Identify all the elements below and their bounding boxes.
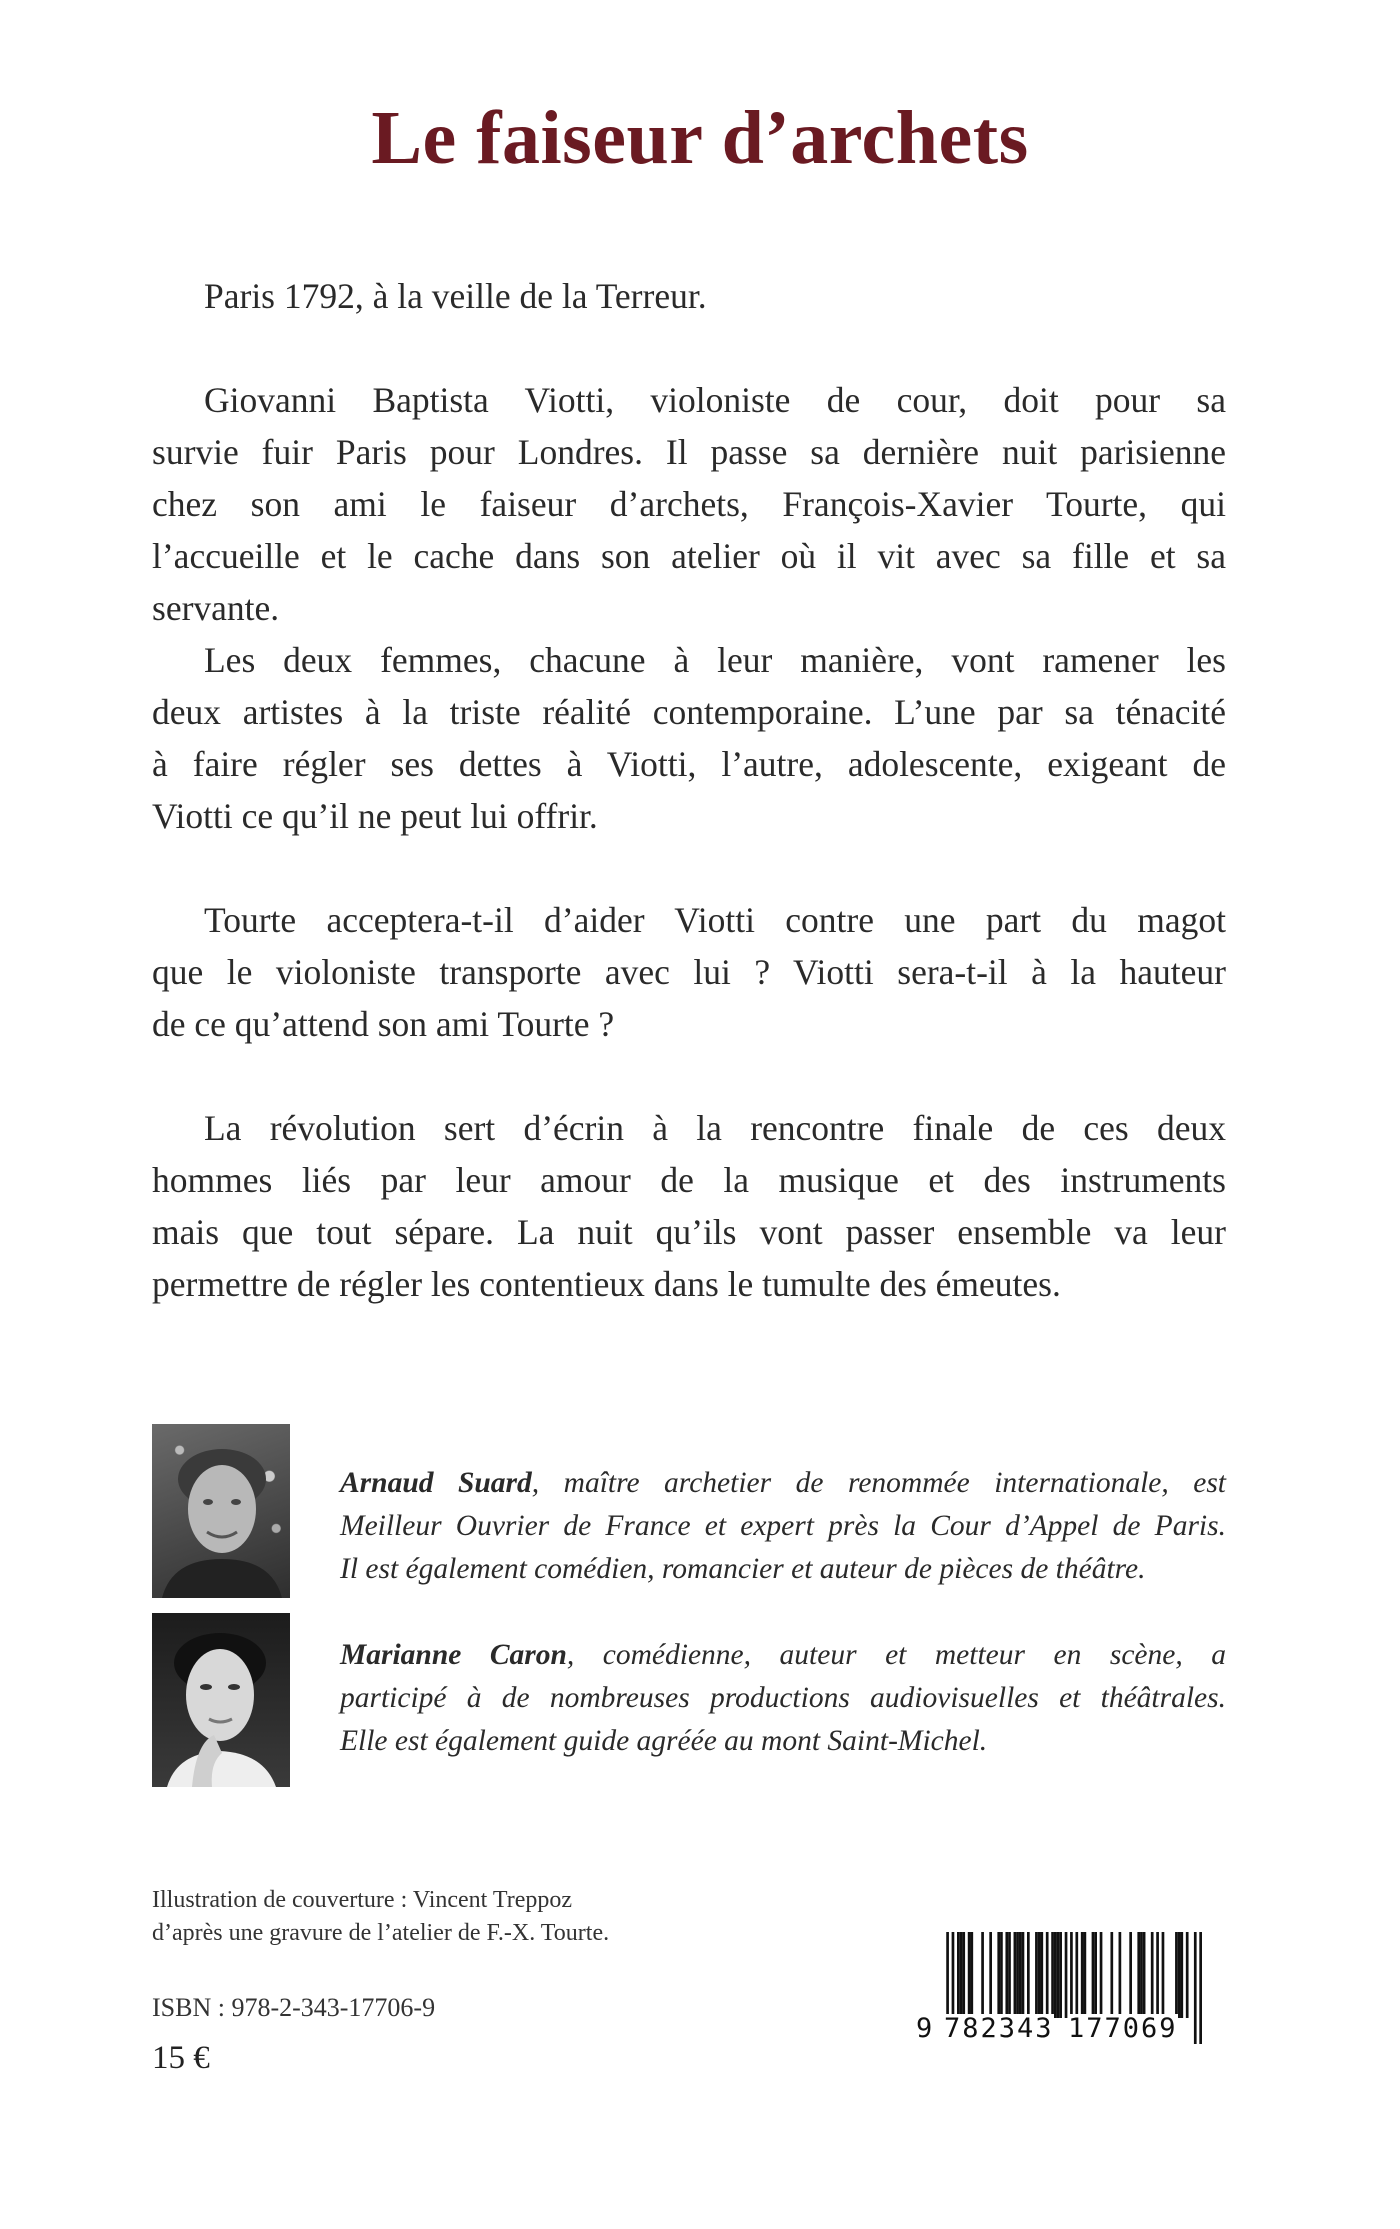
barcode-left-digits: 782343 xyxy=(944,2013,1054,2044)
blurb-line: l’accueille et le cache dans son atelier où il vit avec sa fille et sa xyxy=(152,536,1226,576)
blurb-line: hommes liés par leur amour de la musique et des instruments xyxy=(152,1160,1226,1200)
barcode-bar xyxy=(957,1932,960,2018)
barcode-bar xyxy=(1035,1932,1038,2018)
barcode xyxy=(916,1932,1202,2054)
author-photo-marianne-caron xyxy=(152,1613,290,1787)
barcode-bar xyxy=(1143,1932,1146,2018)
barcode-bar xyxy=(989,1932,992,2018)
blurb-line: Viotti ce qu’il ne peut lui offrir. xyxy=(152,796,598,836)
blurb-line: Tourte acceptera-t-il d’aider Viotti contre une part du magot xyxy=(204,900,1226,940)
book-title: Le faiseur d’archets xyxy=(371,96,1029,180)
barcode-bar xyxy=(1110,1932,1113,2018)
bio-text: , comédienne, auteur et metteur en scène, a xyxy=(566,1639,1226,1671)
barcode-bar xyxy=(1100,1932,1103,2018)
barcode-bar xyxy=(1140,1932,1143,2018)
blurb-line: La révolution sert d’écrin à la rencontre finale de ces deux xyxy=(204,1108,1226,1148)
blurb-line: chez son ami le faiseur d’archets, François-Xavier Tourte, qui xyxy=(152,484,1226,524)
isbn: ISBN : 978-2-343-17706-9 xyxy=(152,1993,436,2022)
barcode-bar xyxy=(1016,1932,1019,2018)
barcode-bar xyxy=(1092,1932,1095,2018)
barcode-bar xyxy=(981,1932,984,2018)
paragraph-2 xyxy=(152,374,1226,634)
barcode-bar xyxy=(1040,1932,1043,2018)
bio-line xyxy=(340,1634,1226,1677)
barcode-right-digits: 177069 xyxy=(1068,2013,1178,2044)
paragraph-1 xyxy=(152,270,1226,322)
cover-credits xyxy=(152,1884,609,1950)
barcode-bar xyxy=(1186,1932,1189,2018)
bio-line: Meilleur Ouvrier de France et expert près la Cour d’Appel de Paris. xyxy=(340,1510,1226,1542)
blurb-line: servante. xyxy=(152,588,280,628)
bio-text: , maître archetier de renommée internationale, est xyxy=(531,1467,1227,1499)
author-photo-arnaud-suard xyxy=(152,1424,290,1598)
barcode-bar xyxy=(1019,1932,1022,2018)
author-name: Marianne Caron xyxy=(340,1639,567,1671)
barcode-bar xyxy=(960,1932,963,2018)
price: 15 € xyxy=(152,2040,210,2076)
barcode-bar xyxy=(997,1932,1000,2018)
author-name: Arnaud Suard xyxy=(340,1467,532,1499)
barcode-bar xyxy=(1178,1932,1181,2018)
blurb-line: permettre de régler les contentieux dans le tumulte des émeutes. xyxy=(152,1264,1061,1304)
blurb-line: de ce qu’attend son ami Tourte ? xyxy=(152,1004,615,1044)
barcode-bar xyxy=(962,1932,965,2018)
barcode-bar xyxy=(1051,1932,1054,2018)
barcode-bar xyxy=(1129,1932,1132,2018)
barcode-bar xyxy=(1008,1932,1011,2018)
barcode-bar xyxy=(1175,1932,1178,2018)
barcode-bar xyxy=(970,1932,973,2018)
barcode-bar xyxy=(1022,1932,1025,2018)
bio-line: Elle est également guide agréée au mont Saint-Michel. xyxy=(340,1725,988,1757)
paragraph-5 xyxy=(152,1102,1226,1310)
barcode-bar xyxy=(1119,1932,1122,2018)
paragraph-3 xyxy=(152,634,1226,842)
portrait-icon xyxy=(152,1424,290,1598)
bio-line xyxy=(340,1462,1226,1505)
barcode-bar xyxy=(1057,1932,1060,2018)
barcode-bar xyxy=(1137,1932,1140,2018)
author-bio-arnaud-suard xyxy=(340,1462,1226,1591)
barcode-bar xyxy=(1180,1932,1183,2018)
barcode-bar xyxy=(1000,1932,1003,2018)
barcode-bar xyxy=(1046,1932,1049,2018)
barcode-bar xyxy=(1014,1932,1017,2018)
blurb-line: deux artistes à la triste réalité contemporaine. L’une par sa ténacité xyxy=(152,692,1226,732)
barcode-bar xyxy=(1038,1932,1041,2018)
barcode-first-digit: 9 xyxy=(916,2013,935,2044)
barcode-bar xyxy=(1005,1932,1008,2018)
barcode-bar xyxy=(1151,1932,1154,2018)
barcode-bar xyxy=(1059,1932,1062,2018)
portrait-icon xyxy=(152,1613,290,1787)
blurb-line: que le violoniste transporte avec lui ? Viotti sera-t-il à la hauteur xyxy=(152,952,1226,992)
credit-line: d’après une gravure de l’atelier de F.-X. Tourte. xyxy=(152,1920,610,1946)
credit-line: Illustration de couverture : Vincent Treppoz xyxy=(152,1887,573,1913)
barcode-bar xyxy=(1199,1932,1202,2044)
blurb-line: Giovanni Baptista Viotti, violoniste de cour, doit pour sa xyxy=(204,380,1226,420)
barcode-bar xyxy=(1162,1932,1165,2018)
blurb xyxy=(152,270,1226,1310)
barcode-bar xyxy=(1054,1932,1057,2018)
barcode-bar xyxy=(1027,1932,1030,2018)
barcode-bar xyxy=(968,1932,971,2018)
barcode-bar xyxy=(1094,1932,1097,2018)
bio-line: participé à de nombreuses productions audiovisuelles et théâtrales. xyxy=(340,1682,1226,1714)
barcode-bar xyxy=(1156,1932,1159,2018)
author-bio-marianne-caron xyxy=(340,1634,1226,1763)
bio-line: Il est également comédien, romancier et auteur de pièces de théâtre. xyxy=(340,1553,1146,1585)
blurb-line: Les deux femmes, chacune à leur manière, vont ramener les xyxy=(204,640,1226,680)
barcode-bar xyxy=(1081,1932,1084,2018)
blurb-line: mais que tout sépare. La nuit qu’ils vont passer ensemble va leur xyxy=(152,1212,1226,1252)
blurb-line: Paris 1792, à la veille de la Terreur. xyxy=(204,276,707,316)
paragraph-4 xyxy=(152,894,1226,1050)
barcode-bar xyxy=(1194,1932,1197,2044)
blurb-line: à faire régler ses dettes à Viotti, l’autre, adolescente, exigeant de xyxy=(152,744,1226,784)
barcode-bar xyxy=(1065,1932,1068,2018)
blurb-line: survie fuir Paris pour Londres. Il passe sa dernière nuit parisienne xyxy=(152,432,1226,472)
barcode-bar xyxy=(1084,1932,1087,2018)
